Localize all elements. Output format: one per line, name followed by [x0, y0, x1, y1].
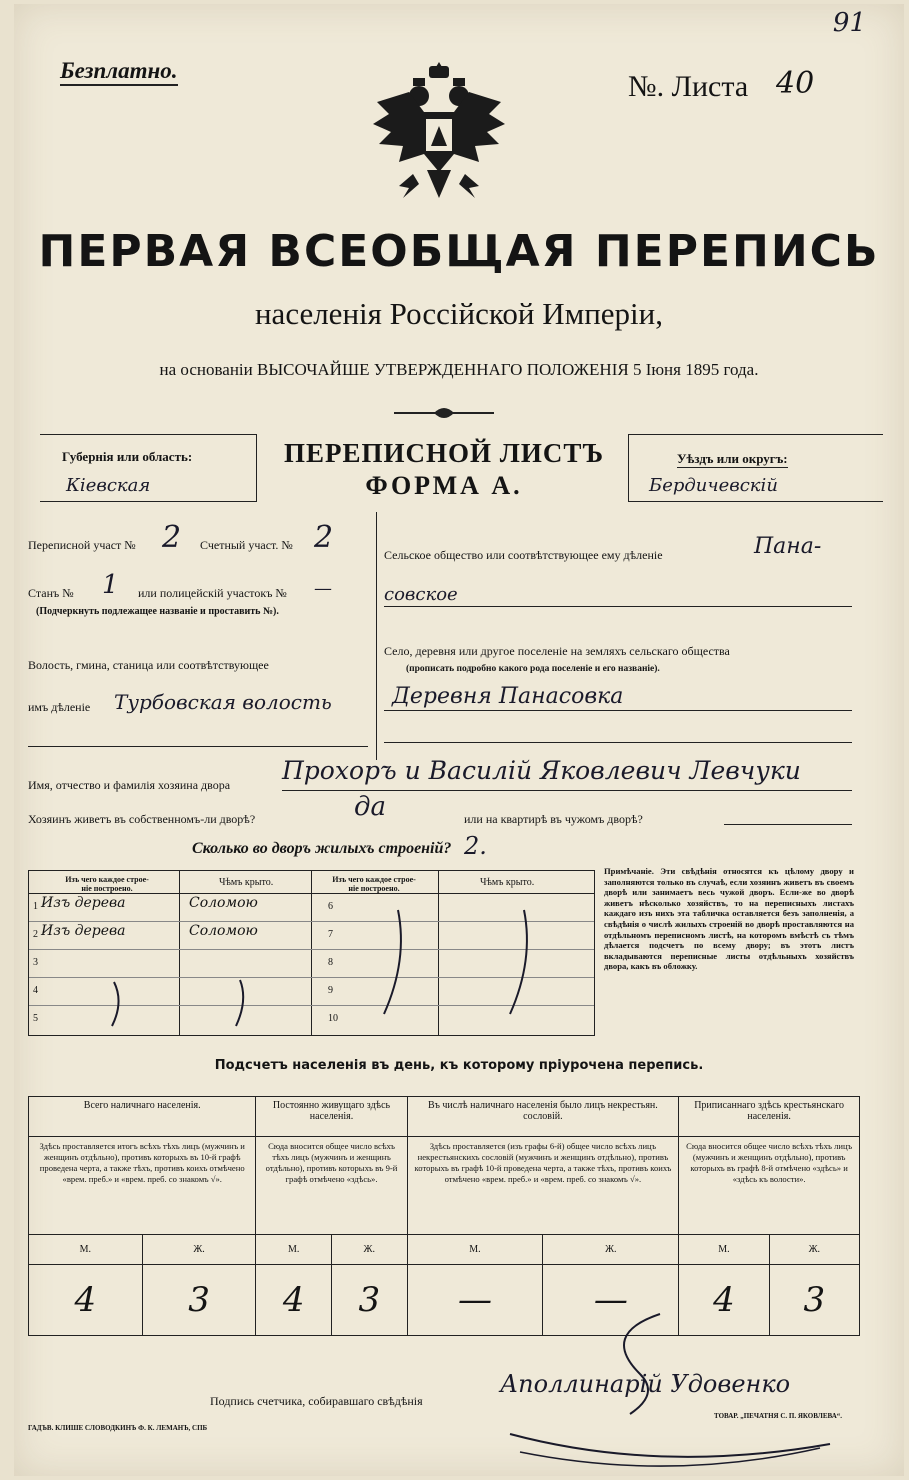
- uchastok-label: Переписной участ №: [28, 538, 136, 552]
- count-description: Здѣсь проставляется (изъ графы 6-й) общее число всѣхъ лицъ некрестьянскихъ сословій (мужчинъ и женщинъ отдѣльно), противъ которыхъ въ графѣ 10-й проведена черта, а также тѣхъ, противъ коихъ отмѣчено «врем. преб.» и «врем. преб. со знакомъ √».: [407, 1137, 679, 1235]
- subtitle: населенія Россійской Имперіи,: [254, 296, 664, 331]
- society-value-1: Пана-: [754, 534, 822, 559]
- village-line-2: [384, 742, 852, 743]
- count-header: Всего наличнаго населенія.: [29, 1097, 256, 1137]
- sheet-number-value: 40: [776, 66, 815, 101]
- police-value: —: [314, 578, 332, 599]
- building-row-number: 6: [328, 901, 333, 912]
- col-roof-header: Чѣмъ крыто.: [219, 877, 274, 888]
- main-title: ПЕРВАЯ ВСЕОБЩАЯ ПЕРЕПИСЬ: [38, 226, 880, 277]
- owner-name-value: Прохоръ и Василій Яковлевич Левчуки: [282, 756, 801, 785]
- free-label: Безплатно.: [60, 58, 178, 86]
- basis-line: на основаніи ВЫСОЧАЙШЕ УТВЕРЖДЕННАГО ПОЛОЖЕНІЯ 5 Іюня 1895 года.: [159, 360, 759, 379]
- uchastok-value: 2: [162, 520, 182, 555]
- count-header: Постоянно живущаго здѣсь населенія.: [256, 1097, 407, 1137]
- society-value-2: совское: [384, 584, 458, 605]
- own-yard-value: да: [354, 792, 386, 822]
- archive-page-number: 91: [832, 8, 866, 38]
- uezd-value: Бердичевскій: [649, 475, 778, 496]
- count-header: Въ числѣ наличнаго населенія было лицъ некрестьян. сословій.: [407, 1097, 679, 1137]
- village-label: Село, деревня или другое поселеніе на земляхъ сельскаго общества: [384, 644, 730, 658]
- col-material-header: Изъ чего каждое строе- ніе построено.: [65, 875, 149, 893]
- rent-line: [724, 824, 852, 825]
- ornament-divider-icon: [394, 404, 494, 422]
- rent-label: или на квартирѣ въ чужомъ дворѣ?: [464, 812, 643, 826]
- male-column-header: М.: [407, 1235, 543, 1265]
- building-row-number: 10: [328, 1013, 338, 1024]
- society-label: Сельское общество или соотвѣтствующее ему дѣленіе: [384, 548, 663, 562]
- building-row-number: 2: [33, 929, 38, 940]
- male-column-header: М.: [679, 1235, 769, 1265]
- building-row-number: 1: [33, 901, 38, 912]
- building-row-number: 3: [33, 957, 38, 968]
- col-roof-header-2: Чѣмъ крыто.: [480, 877, 535, 888]
- left-blank-line: [28, 746, 368, 747]
- underline-note: (Подчеркнуть подлежащее названіе и проставить №).: [36, 606, 279, 617]
- count-description: Сюда вносится общее число всѣхъ тѣхъ лицъ (мужчинъ и женщинъ отдѣльно), противъ которыхъ въ графѣ 8-й отмѣчено «здѣсь» и «здѣсь къ волости».: [679, 1137, 860, 1235]
- count-value: 4: [29, 1265, 143, 1336]
- male-column-header: М.: [256, 1235, 332, 1265]
- village-value: Деревня Панасовка: [392, 684, 624, 709]
- male-column-header: М.: [29, 1235, 143, 1265]
- population-count-table: [28, 1096, 860, 1336]
- volost-label-2: имъ дѣленіе: [28, 700, 91, 714]
- count-value: 3: [769, 1265, 859, 1336]
- column-divider: [376, 512, 377, 760]
- building-material: Изъ дерева: [41, 923, 126, 939]
- signature-flourish-icon: [500, 1304, 850, 1474]
- count-value: 4: [256, 1265, 332, 1336]
- printer-right: ТОВАР. „ПЕЧАТНЯ С. П. ЯКОВЛЕВА“.: [714, 1412, 843, 1420]
- count-value: —: [407, 1265, 543, 1336]
- building-row-number: 5: [33, 1013, 38, 1024]
- census-sheet: [14, 4, 904, 1476]
- gubernia-label: Губернія или область:: [62, 449, 193, 464]
- stan-label: Станъ №: [28, 586, 74, 600]
- village-note: (прописать подробно какого рода поселеніе и его названіе).: [406, 664, 660, 674]
- building-material: Изъ дерева: [41, 895, 126, 911]
- count-value: —: [543, 1265, 679, 1336]
- female-column-header: Ж.: [332, 1235, 408, 1265]
- buildings-label: Сколько во дворъ жилыхъ строеній?: [192, 840, 452, 857]
- building-roof: Соломою: [189, 895, 258, 911]
- building-row-number: 4: [33, 985, 38, 996]
- note-text: Примѣчаніе. Эти свѣдѣнія относятся къ цѣлому двору и заполняются только въ случаѣ, если хозяинъ живетъ въ своемъ дворѣ или занимаетъ весь чужой дворъ. Если-же во дворѣ живетъ нѣсколько хозяйствъ, то на переписныхъ листахъ каждаго изъ нихъ эта табличка оставляется безъ заполненія, а свѣдѣнія о числѣ жилыхъ строеній во дворѣ проставляются на отдѣльномъ переписномъ листѣ, на которомъ вмѣстѣ съ тѣмъ дѣлается подсчетъ по всему двору; въ этотъ листъ вкладываются переписные листы отдѣльныхъ хозяйствъ двора, какъ въ обложку.: [604, 866, 854, 972]
- count-header: Приписаннаго здѣсь крестьянскаго населенія.: [679, 1097, 860, 1137]
- printer-left: ГАДЪВ. КЛИШЕ СЛОВОДКИНЪ Ф. К. ЛЕМАНЪ, СПБ: [28, 1424, 208, 1432]
- own-yard-label: Хозяинъ живетъ въ собственномъ-ли дворѣ?: [28, 812, 256, 826]
- building-row-number: 8: [328, 957, 333, 968]
- schet-label: Счетный участ. №: [200, 538, 293, 552]
- count-description: Здѣсь проставляется итогъ всѣхъ тѣхъ лицъ (мужчинъ и женщинъ отдѣльно), противъ которыхъ въ 10-й графѣ проведена черта, а также тѣхъ, противъ коихъ отмѣчено «врем. преб.» и «врем. преб. со знакомъ √».: [29, 1137, 256, 1235]
- stan-value: 1: [102, 570, 119, 600]
- buildings-value: 2.: [464, 832, 487, 860]
- uezd-label: Уѣздъ или округъ:: [677, 451, 788, 466]
- signature-value: Аполлинарій Удовенко: [500, 1370, 791, 1398]
- gubernia-box: [40, 434, 257, 502]
- volost-label: Волость, гмина, станица или соотвѣтствующее: [28, 658, 269, 672]
- uezd-box: [628, 434, 883, 502]
- owner-name-line: [282, 790, 852, 791]
- building-row-number: 7: [328, 929, 333, 940]
- sheet-title: ПЕРЕПИСНОЙ ЛИСТЪ: [283, 438, 605, 468]
- society-line: [384, 606, 852, 607]
- signature-label: Подпись счетчика, собиравшаго свѣдѣнія: [210, 1394, 423, 1408]
- female-column-header: Ж.: [142, 1235, 256, 1265]
- owner-name-label: Имя, отчество и фамилія хозяина двора: [28, 778, 231, 792]
- police-label: или полицейскій участокъ №: [138, 586, 287, 600]
- female-column-header: Ж.: [769, 1235, 859, 1265]
- gubernia-value: Кіевская: [66, 475, 151, 496]
- count-value: 3: [332, 1265, 408, 1336]
- schet-value: 2: [314, 520, 334, 555]
- count-value: 3: [142, 1265, 256, 1336]
- count-description: Сюда вносится общее число всѣхъ тѣхъ лицъ (мужчинъ и женщинъ отдѣльно), противъ которыхъ въ 9-й графѣ отмѣчено «здѣсь».: [256, 1137, 407, 1235]
- building-row-number: 9: [328, 985, 333, 996]
- double-headed-eagle-icon: [369, 62, 509, 202]
- volost-value: Турбовская волость: [114, 690, 332, 714]
- empty-row-strikes: [28, 870, 594, 1034]
- sheet-number-label: №. Листа: [628, 70, 749, 103]
- count-title: Подсчетъ населенія въ день, къ которому пріурочена перепись.: [214, 1058, 704, 1073]
- building-roof: Соломою: [189, 923, 258, 939]
- village-line: [384, 710, 852, 711]
- count-value: 4: [679, 1265, 769, 1336]
- female-column-header: Ж.: [543, 1235, 679, 1265]
- form-label: ФОРМА А.: [365, 471, 523, 500]
- col-material-header-2: Изъ чего каждое строе- ніе построено.: [332, 875, 416, 893]
- form-title: [264, 438, 624, 501]
